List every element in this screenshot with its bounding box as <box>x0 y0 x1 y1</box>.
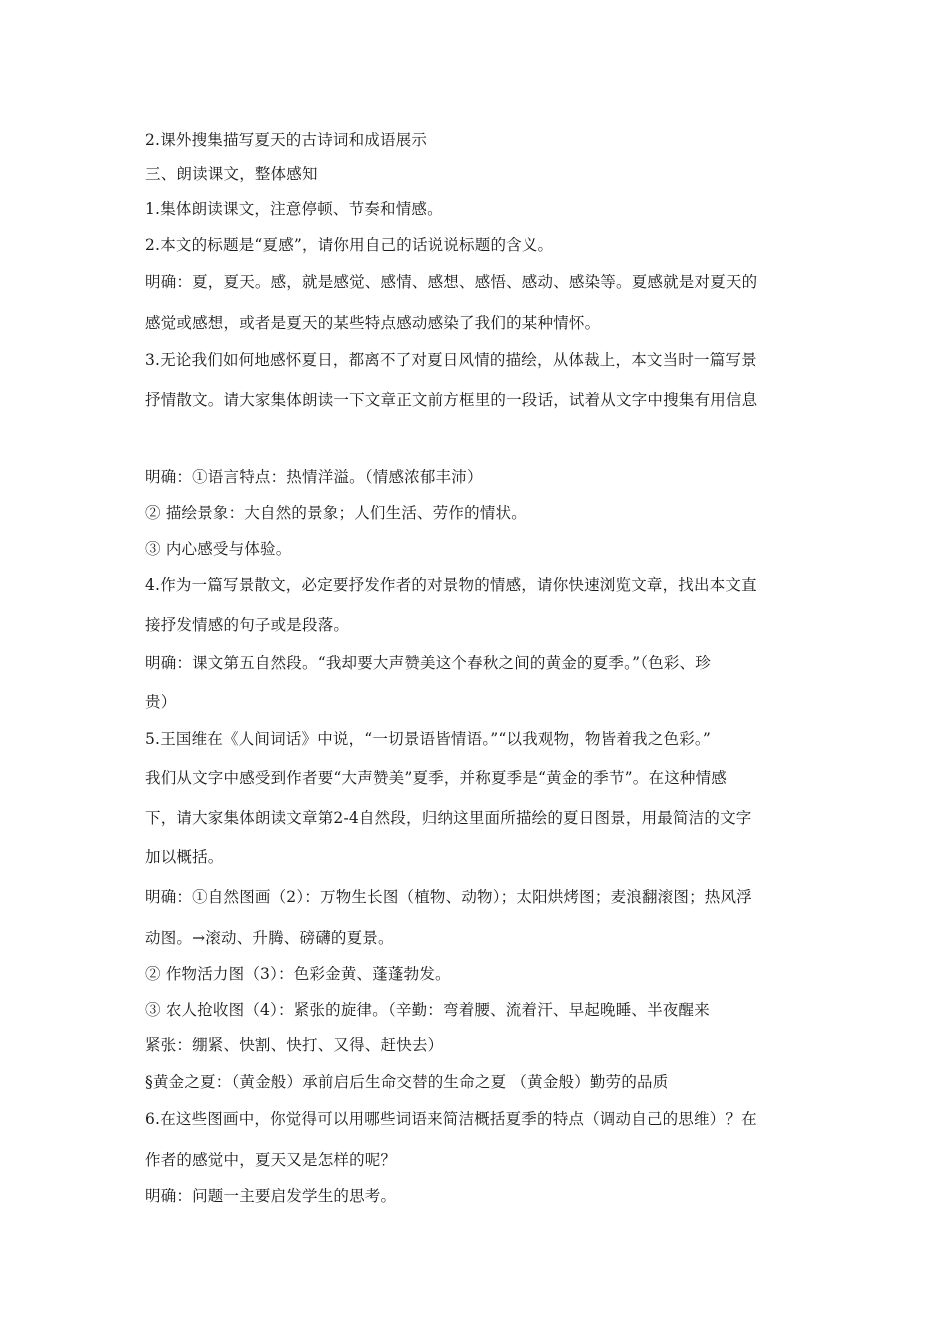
text-line: 加以概括。 <box>145 848 224 866</box>
text-line: 紧张：绷紧、快割、快打、又得、赶快去） <box>145 1036 444 1054</box>
text-line: §黄金之夏：（黄金般）承前启后生命交替的生命之夏 （黄金般）勤劳的品质 <box>145 1073 669 1091</box>
text-line: 抒情散文。请大家集体朗读一下文章正文前方框里的一段话，试着从文字中搜集有用信息 <box>145 391 758 409</box>
text-line: 6.在这些图画中，你觉得可以用哪些词语来简洁概括夏季的特点（调动自己的思维）？在 <box>145 1110 757 1128</box>
text-line: 5.王国维在《人间词话》中说，“一切景语皆情语。”“以我观物，物皆着我之色彩。” <box>145 730 711 748</box>
text-line: 作者的感觉中，夏天又是怎样的呢？ <box>145 1151 397 1169</box>
text-line: ② 描绘景象：大自然的景象；人们生活、劳作的情状。 <box>145 504 527 522</box>
text-line: ③ 内心感受与体验。 <box>145 540 292 558</box>
text-line: 明确：问题一主要启发学生的思考。 <box>145 1187 397 1205</box>
text-line: 2.本文的标题是“夏感”，请你用自己的话说说标题的含义。 <box>145 236 554 254</box>
text-line: 3.无论我们如何地感怀夏日，都离不了对夏日风情的描绘，从体裁上，本文当时一篇写景 <box>145 351 757 369</box>
text-line: 明确：①语言特点：热情洋溢。（情感浓郁丰沛） <box>145 468 483 486</box>
text-line: 下，请大家集体朗读文章第2-4自然段，归纳这里面所描绘的夏日图景，用最简洁的文字 <box>145 809 752 827</box>
text-line: 动图。→滚动、升腾、磅礴的夏景。 <box>145 929 394 947</box>
text-line: 明确：夏，夏天。感，就是感觉、感情、感想、感悟、感动、感染等。夏感就是对夏天的 <box>145 273 758 291</box>
text-line: ② 作物活力图（3）：色彩金黄、蓬蓬勃发。 <box>145 965 451 983</box>
text-line: ③ 农人抢收图（4）：紧张的旋律。（辛勤：弯着腰、流着汗、早起晚睡、半夜醒来 <box>145 1001 710 1019</box>
text-line: 接抒发情感的句子或是段落。 <box>145 616 350 634</box>
section-heading: 三、朗读课文，整体感知 <box>145 165 318 183</box>
text-line: 明确：课文第五自然段。“我却要大声赞美这个春秋之间的黄金的夏季。”（色彩、珍 <box>145 654 711 672</box>
text-line: 1.集体朗读课文，注意停顿、节奏和情感。 <box>145 200 443 218</box>
text-line: 我们从文字中感受到作者要“大声赞美”夏季，并称夏季是“黄金的季节”。在这种情感 <box>145 769 727 787</box>
text-line: 4.作为一篇写景散文，必定要抒发作者的对景物的情感，请你快速浏览文章，找出本文直 <box>145 576 757 594</box>
text-line: 2.课外搜集描写夏天的古诗词和成语展示 <box>145 131 428 149</box>
text-line: 感觉或感想，或者是夏天的某些特点感动感染了我们的某种情怀。 <box>145 314 601 332</box>
text-line: 贵） <box>145 693 177 711</box>
text-line: 明确：①自然图画（2）：万物生长图（植物、动物）；太阳烘烤图；麦浪翻滚图；热风浮 <box>145 888 752 906</box>
